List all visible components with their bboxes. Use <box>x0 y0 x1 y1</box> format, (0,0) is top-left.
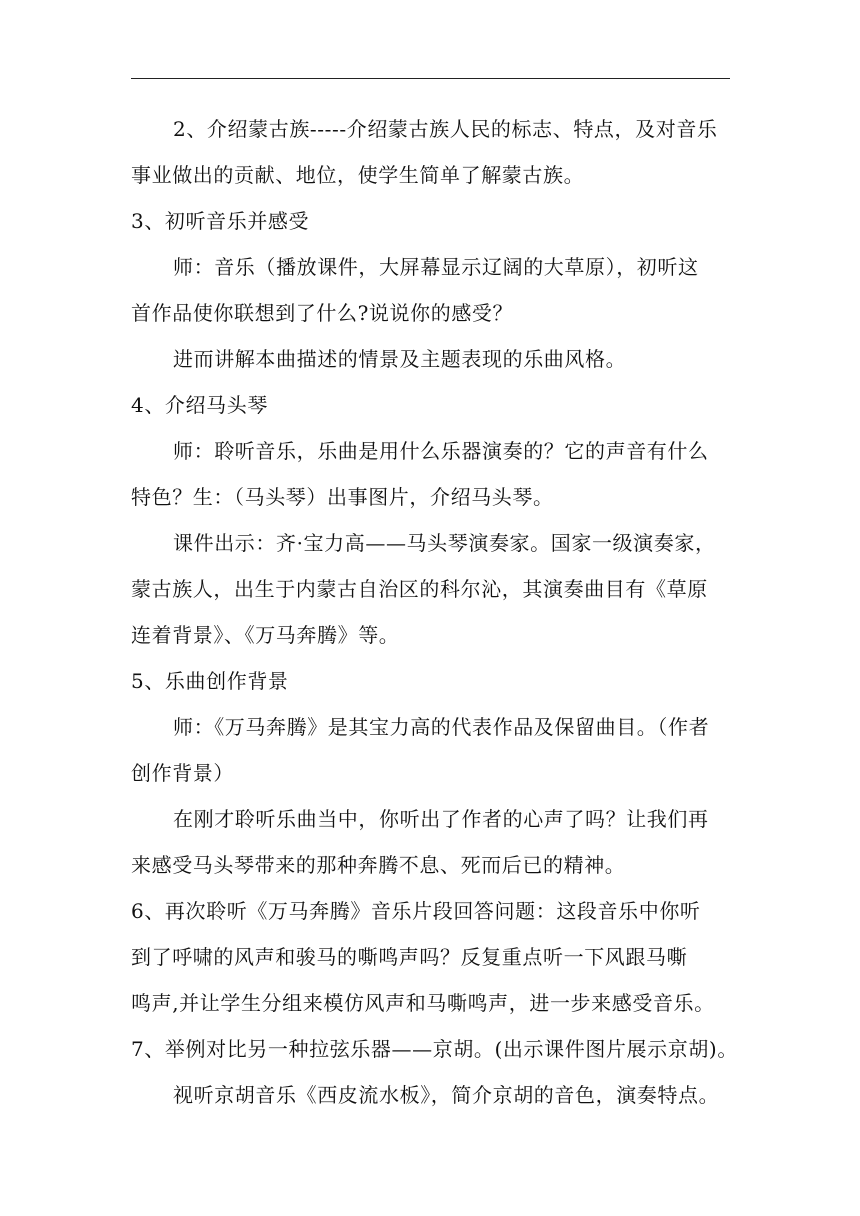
paragraph-line: 特色？生：（马头琴）出事图片，介绍马头琴。 <box>131 485 554 509</box>
paragraph-line: 首作品使你联想到了什么?说说你的感受？ <box>131 301 514 325</box>
section-heading: 3、初听音乐并感受 <box>131 209 310 233</box>
paragraph-line: 进而讲解本曲描述的情景及主题表现的乐曲风格。 <box>173 347 627 371</box>
paragraph-line: 课件出示：齐·宝力高——马头琴演奏家。国家一级演奏家， <box>173 531 716 555</box>
paragraph-line: 视听京胡音乐《西皮流水板》，简介京胡的音色，演奏特点。 <box>173 1083 720 1107</box>
paragraph-line: 师：《万马奔腾》是其宝力高的代表作品及保留曲目。（作者 <box>173 715 710 739</box>
paragraph-line: 来感受马头琴带来的那种奔腾不息、死而后已的精神。 <box>131 853 626 877</box>
paragraph-line: 鸣声,并让学生分组来模仿风声和马嘶鸣声，进一步来感受音乐。 <box>131 991 715 1015</box>
paragraph-line: 创作背景） <box>131 761 234 785</box>
paragraph-line: 蒙古族人，出生于内蒙古自治区的科尔沁，其演奏曲目有《草原 <box>131 577 708 601</box>
paragraph-line: 师：音乐（播放课件，大屏幕显示辽阔的大草原），初听这 <box>173 255 699 279</box>
section-heading: 7、举例对比另一种拉弦乐器——京胡。(出示课件图片展示京胡)。 <box>131 1037 738 1061</box>
section-heading: 6、再次聆听《万马奔腾》音乐片段回答问题：这段音乐中你听 <box>131 899 701 923</box>
paragraph-line: 师：聆听音乐，乐曲是用什么乐器演奏的？它的声音有什么 <box>173 439 709 463</box>
section-heading: 4、介绍马头琴 <box>131 393 268 417</box>
section-heading: 5、乐曲创作背景 <box>131 669 289 693</box>
document-body <box>131 106 741 1118</box>
paragraph-line: 到了呼啸的风声和骏马的嘶鸣声吗？反复重点听一下风跟马嘶 <box>131 945 688 969</box>
paragraph-line: 在刚才聆听乐曲当中，你听出了作者的心声了吗？让我们再 <box>173 807 709 831</box>
paragraph-line: 事业做出的贡献、地位，使学生简单了解蒙古族。 <box>131 163 585 187</box>
paragraph-line: 连着背景》、《万马奔腾》等。 <box>131 623 400 647</box>
paragraph-line: 2、介绍蒙古族-----介绍蒙古族人民的标志、特点，及对音乐 <box>173 117 718 141</box>
header-rule <box>131 78 730 79</box>
